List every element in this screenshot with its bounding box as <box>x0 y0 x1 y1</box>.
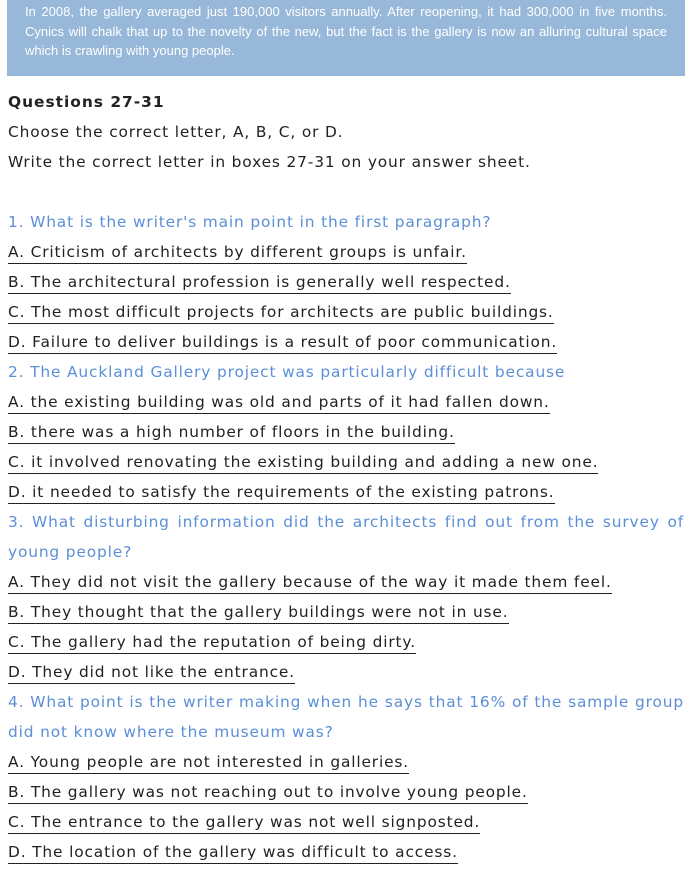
question-4-option-c[interactable]: C. The entrance to the gallery was not well signposted. <box>8 812 480 834</box>
passage-text: In 2008, the gallery averaged just 190,000 visitors annually. After reopening, it had 300,000 in five months. Cynics will chalk that up to the novelty of the new, but the fact is the gallery is now an alluring cultural space which is crawling with young people. <box>25 4 667 58</box>
section-heading: Questions 27-31 <box>8 93 165 111</box>
question-2-option-b[interactable]: B. there was a high number of floors in the building. <box>8 422 455 444</box>
question-3-option-b[interactable]: B. They thought that the gallery buildings were not in use. <box>8 602 509 624</box>
question-3-option-d[interactable]: D. They did not like the entrance. <box>8 662 295 684</box>
passage-excerpt <box>7 0 685 76</box>
question-4-prompt: 4. What point is the writer making when he says that 16% of the sample group did not know where the museum was? <box>8 693 684 741</box>
instruction-choose: Choose the correct letter, A, B, C, or D. <box>8 123 344 141</box>
question-1-prompt: 1. What is the writer's main point in the first paragraph? <box>8 213 492 231</box>
question-4-option-d[interactable]: D. The location of the gallery was difficult to access. <box>8 842 458 864</box>
question-3-prompt: 3. What disturbing information did the architects find out from the survey of young people? <box>8 513 684 561</box>
question-3-option-a[interactable]: A. They did not visit the gallery because of the way it made them feel. <box>8 572 612 594</box>
question-2-option-c[interactable]: C. it involved renovating the existing building and adding a new one. <box>8 452 598 474</box>
question-1-option-b[interactable]: B. The architectural profession is generally well respected. <box>8 272 511 294</box>
question-1-option-c[interactable]: C. The most difficult projects for architects are public buildings. <box>8 302 554 324</box>
question-4-option-a[interactable]: A. Young people are not interested in galleries. <box>8 752 409 774</box>
question-2-option-d[interactable]: D. it needed to satisfy the requirements of the existing patrons. <box>8 482 555 504</box>
question-4-option-b[interactable]: B. The gallery was not reaching out to involve young people. <box>8 782 528 804</box>
question-3-option-c[interactable]: C. The gallery had the reputation of being dirty. <box>8 632 416 654</box>
question-1-option-d[interactable]: D. Failure to deliver buildings is a result of poor communication. <box>8 332 557 354</box>
instruction-write: Write the correct letter in boxes 27-31 on your answer sheet. <box>8 153 531 171</box>
question-2-prompt: 2. The Auckland Gallery project was particularly difficult because <box>8 363 566 381</box>
question-1-option-a[interactable]: A. Criticism of architects by different groups is unfair. <box>8 242 467 264</box>
question-2-option-a[interactable]: A. the existing building was old and parts of it had fallen down. <box>8 392 550 414</box>
